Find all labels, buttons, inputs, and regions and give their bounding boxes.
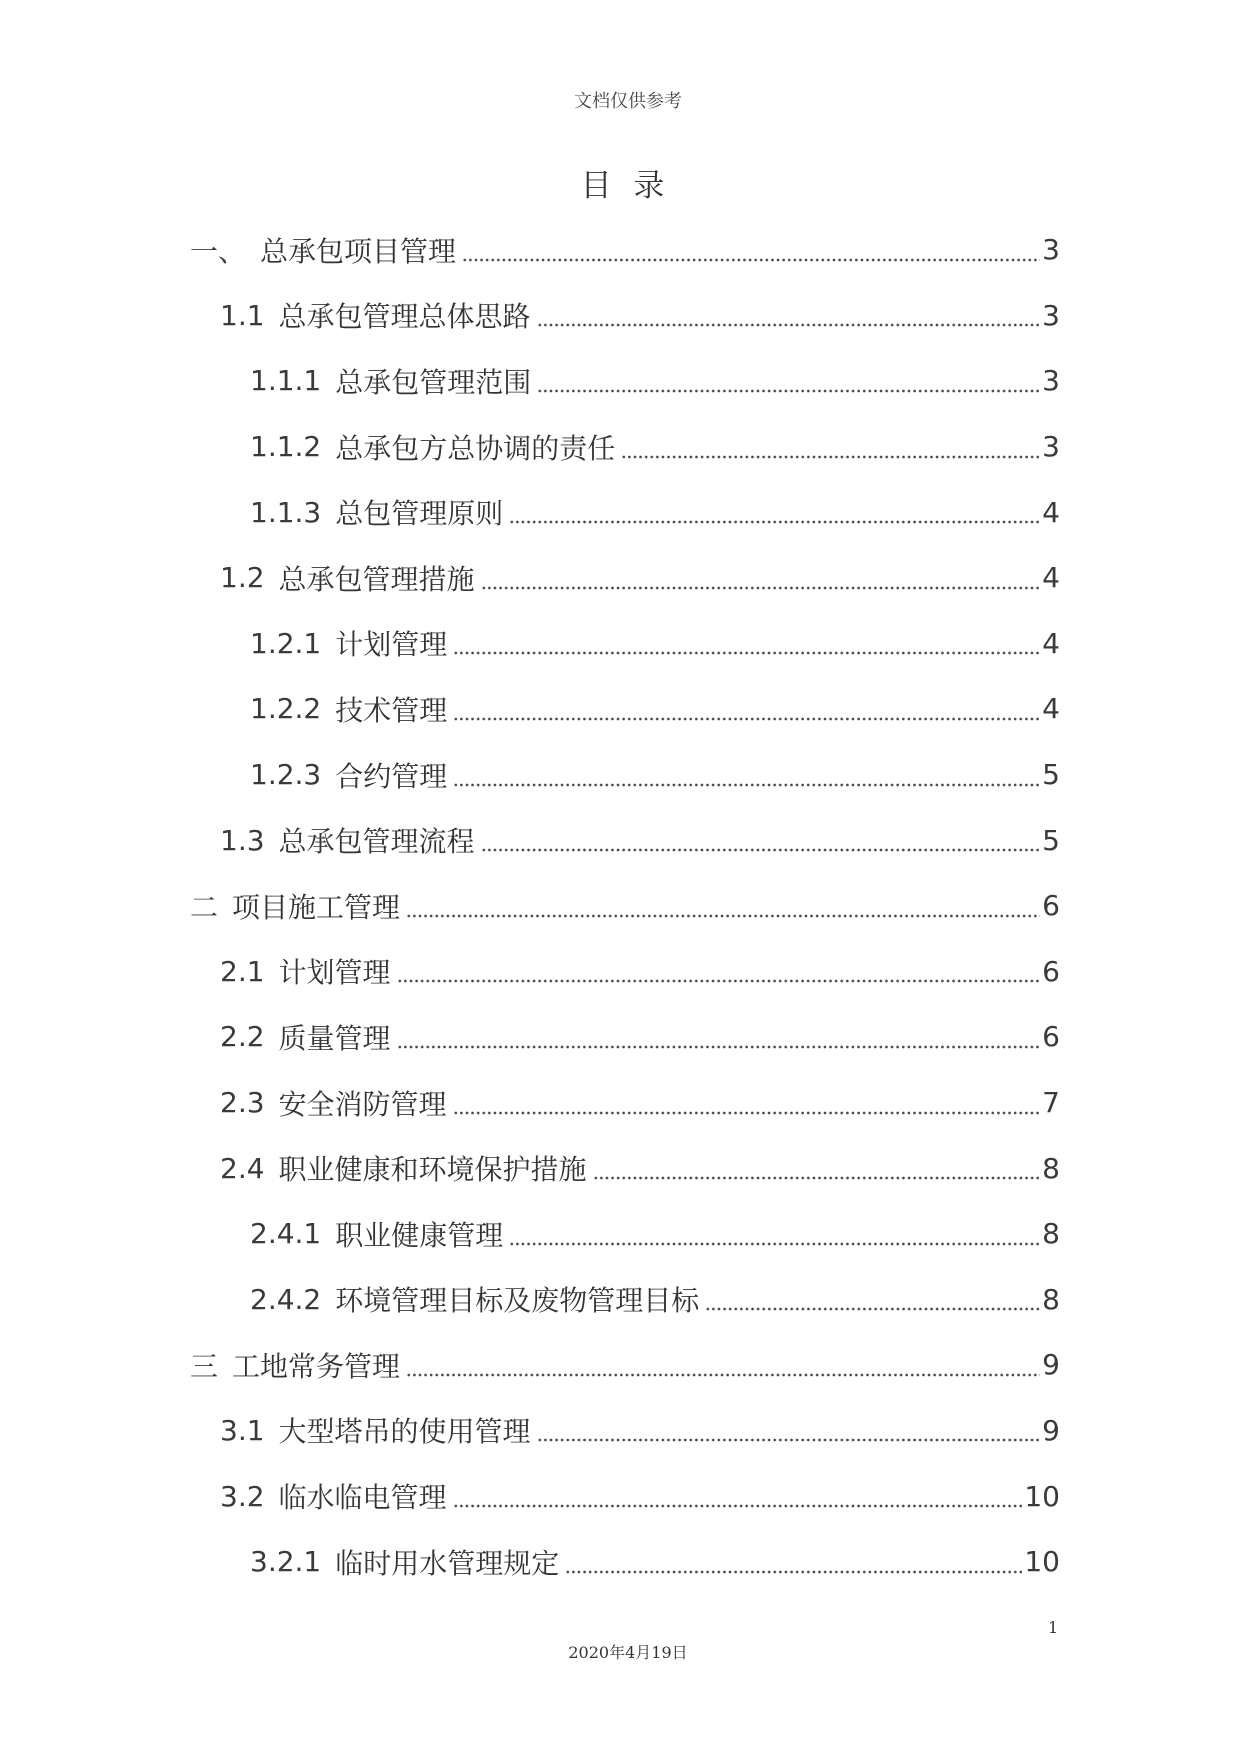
toc-entry (190, 1332, 1060, 1398)
dot-leader (453, 651, 1040, 655)
reference-only-note: 文档仅供参考 (574, 91, 682, 112)
dot-leader (453, 783, 1040, 787)
toc-entry-title: 工地常务管理 (232, 1349, 401, 1383)
toc-entry-number: 3.1 (220, 1413, 265, 1447)
toc-entry (190, 217, 1060, 283)
dot-leader (537, 1438, 1041, 1442)
dot-leader (621, 455, 1040, 459)
toc-entry-title: 总承包管理措施 (278, 562, 475, 596)
toc-entry-title: 总承包方总协调的责任 (335, 431, 616, 465)
toc-entry-page: 9 (1042, 1348, 1060, 1382)
toc-entry-page: 10 (1024, 1479, 1060, 1513)
toc-entry-title: 项目施工管理 (232, 890, 401, 924)
toc-entry-number: 1.2 (220, 561, 265, 595)
toc-entry-title: 总承包管理流程 (278, 825, 475, 859)
toc-entry (190, 414, 1060, 480)
toc-entry-number: 1.3 (220, 823, 265, 857)
dot-leader (565, 1570, 1022, 1574)
toc-entry-number: 3.2 (220, 1479, 265, 1513)
toc-entry-number: 1.2.3 (250, 758, 322, 792)
toc-entry (190, 742, 1060, 808)
toc-entry-number: 1.1.2 (250, 430, 322, 464)
toc-entry-page: 4 (1042, 495, 1060, 529)
toc-entry-number: 2.3 (220, 1086, 265, 1120)
toc-entry (190, 1004, 1060, 1070)
toc-entry-number: 1.1.3 (250, 495, 322, 529)
toc-entry (190, 479, 1060, 545)
dot-leader (453, 1111, 1041, 1115)
dot-leader (537, 389, 1040, 393)
dot-leader (509, 520, 1040, 524)
toc-entry-title: 环境管理目标及废物管理目标 (335, 1284, 700, 1318)
toc-entry-title: 合约管理 (335, 759, 448, 793)
toc-entry-page: 6 (1042, 954, 1060, 988)
dot-leader (509, 1242, 1040, 1246)
toc-entry (190, 1398, 1060, 1464)
toc-entry-title: 计划管理 (278, 956, 391, 990)
toc-entry-page: 10 (1024, 1545, 1060, 1579)
toc-entry-page: 6 (1042, 1020, 1060, 1054)
toc-entry-number: 三 (190, 1349, 219, 1383)
toc-entry (190, 807, 1060, 873)
toc-entry-page: 3 (1042, 298, 1060, 332)
toc-entry (190, 939, 1060, 1005)
dot-leader (397, 979, 1041, 983)
toc-entry-title: 临水临电管理 (278, 1481, 447, 1515)
toc-entry (190, 1070, 1060, 1136)
toc-entry-number: 1.2.2 (250, 692, 322, 726)
toc-entry-title: 总承包项目管理 (260, 234, 457, 268)
dot-leader (406, 1373, 1040, 1377)
dot-leader (705, 1307, 1040, 1311)
toc-entry (190, 283, 1060, 349)
toc-entry-number: 3.2.1 (250, 1545, 322, 1579)
toc-entry-number: 二 (190, 890, 219, 924)
toc-entry-title: 临时用水管理规定 (335, 1546, 560, 1580)
dot-leader (453, 1504, 1023, 1508)
dot-leader (453, 717, 1040, 721)
toc-entry-page: 7 (1042, 1086, 1060, 1120)
toc-entry-title: 职业健康和环境保护措施 (278, 1153, 587, 1187)
toc-entry-page: 4 (1042, 692, 1060, 726)
toc-entry (190, 1529, 1060, 1595)
toc-entry-number: 2.1 (220, 954, 265, 988)
toc-entry-page: 5 (1042, 823, 1060, 857)
toc-entry-number: 2.4.2 (250, 1282, 322, 1316)
toc-entry-title: 总承包管理总体思路 (278, 300, 531, 334)
toc-entry (190, 676, 1060, 742)
toc-entry (190, 1463, 1060, 1529)
toc-entry-number: 2.4 (220, 1151, 265, 1185)
toc-entry-page: 4 (1042, 561, 1060, 595)
dot-leader (593, 1176, 1041, 1180)
toc-entry-page: 6 (1042, 889, 1060, 923)
toc-entry-number: 一、 (190, 234, 247, 268)
toc-entry-number: 1.1 (220, 298, 265, 332)
toc-entry-number: 2.4.1 (250, 1217, 322, 1251)
toc-entry-page: 5 (1042, 758, 1060, 792)
toc-entry-page: 9 (1042, 1413, 1060, 1447)
toc-entry-number: 2.2 (220, 1020, 265, 1054)
toc-entry (190, 611, 1060, 677)
dot-leader (397, 1045, 1041, 1049)
footer-date: 2020年4月19日 (568, 1643, 688, 1662)
dot-leader (481, 848, 1041, 852)
toc-entry (190, 1135, 1060, 1201)
toc-entry-page: 3 (1042, 233, 1060, 267)
toc-entry-title: 总承包管理范围 (335, 365, 532, 399)
dot-leader (537, 323, 1041, 327)
toc-entry-title: 技术管理 (335, 693, 448, 727)
dot-leader (462, 258, 1040, 262)
toc-entry-page: 8 (1042, 1282, 1060, 1316)
toc-entry-number: 1.1.1 (250, 364, 322, 398)
toc-entry-page: 3 (1042, 364, 1060, 398)
toc-entry (190, 1201, 1060, 1267)
table-of-contents (190, 217, 1060, 1594)
toc-entry-number: 1.2.1 (250, 626, 322, 660)
footer-page-number: 1 (1048, 1618, 1059, 1637)
toc-entry-page: 3 (1042, 430, 1060, 464)
toc-entry-title: 大型塔吊的使用管理 (278, 1415, 531, 1449)
toc-entry (190, 873, 1060, 939)
dot-leader (481, 586, 1041, 590)
toc-entry-title: 质量管理 (278, 1021, 391, 1055)
toc-heading: 目 录 (580, 168, 671, 204)
toc-entry (190, 348, 1060, 414)
toc-entry-title: 安全消防管理 (278, 1087, 447, 1121)
toc-entry (190, 545, 1060, 611)
toc-entry-title: 总包管理原则 (335, 497, 504, 531)
toc-entry-title: 计划管理 (335, 628, 448, 662)
dot-leader (406, 914, 1040, 918)
toc-entry-page: 8 (1042, 1151, 1060, 1185)
toc-entry-title: 职业健康管理 (335, 1218, 504, 1252)
toc-entry (190, 1267, 1060, 1333)
toc-entry-page: 8 (1042, 1217, 1060, 1251)
toc-entry-page: 4 (1042, 626, 1060, 660)
